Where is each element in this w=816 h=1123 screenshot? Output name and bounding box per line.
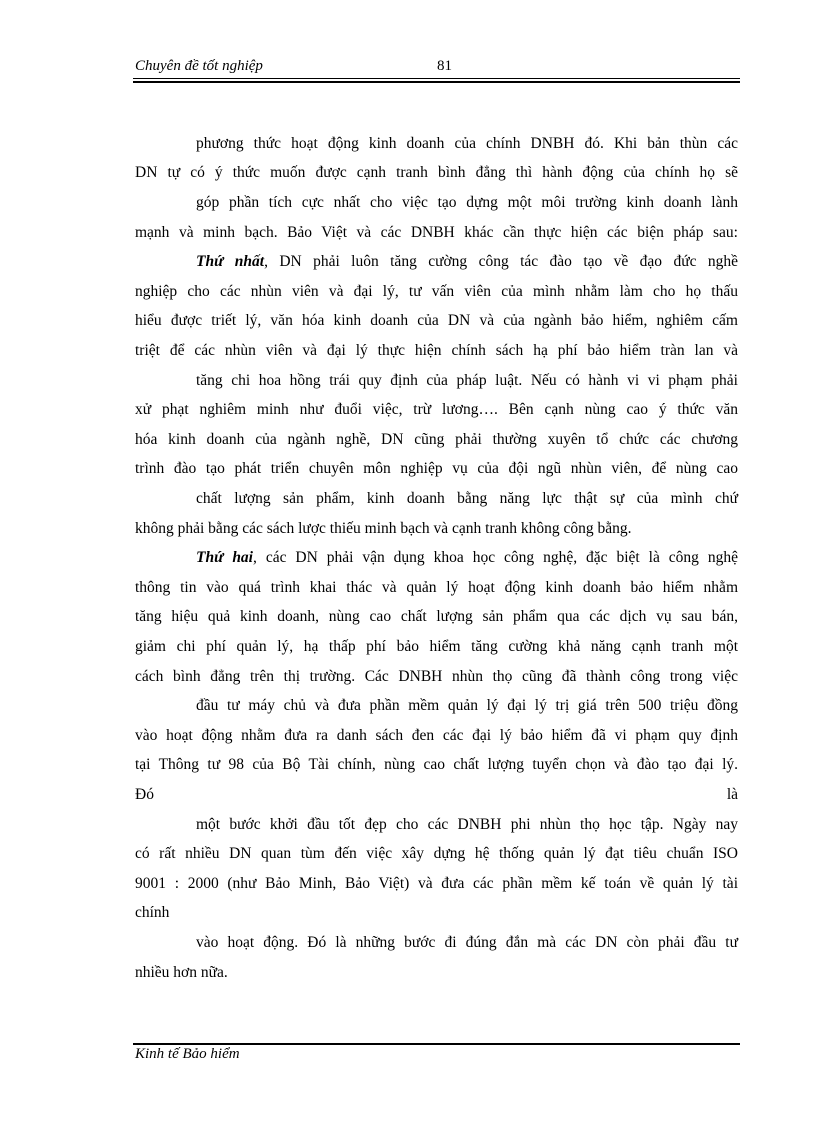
text-line: đầu tư máy chủ và đưa phần mềm quản lý đại lý trị giá trên 500 triệu đồng: [196, 697, 738, 714]
text-line: tăng chi hoa hồng trái quy định của pháp luật. Nếu có hành vi vi phạm phải: [196, 372, 738, 389]
text-line: một bước khởi đầu tốt đẹp cho các DNBH phi nhùn thọ học tập. Ngày nay: [196, 816, 738, 833]
text-line: nghiệp cho các nhùn viên và đại lý, tư vấn viên của mình nhằm làm cho họ thấu: [135, 283, 738, 300]
page-number: 81: [437, 58, 452, 74]
text-line: giảm chi phí quản lý, hạ thấp phí bảo hiểm tăng cường khả năng cạnh tranh một: [135, 638, 738, 655]
text-line: DN tự có ý thức muốn được cạnh tranh bình đẳng thì hành động của chính họ sẽ: [135, 164, 738, 181]
text-line: triệt để các nhùn viên và đại lý thực hiện chính sách hạ phí bảo hiểm tràn lan và: [135, 342, 738, 359]
text-line: nhiều hơn nữa.: [135, 964, 228, 981]
text-span: là: [726, 786, 738, 803]
text-line: mạnh và minh bạch. Bảo Việt và các DNBH khác cần thực hiện các biện pháp sau:: [135, 224, 738, 241]
paragraph-first-line: [196, 548, 738, 568]
text-line: cách bình đẳng trên thị trường. Các DNBH nhùn thọ cũng đã thành công trong việc: [135, 668, 738, 685]
text-line: không phải bằng các sách lược thiếu minh bạch và cạnh tranh không công bằng.: [135, 520, 632, 537]
text-line: tăng hiệu quả kinh doanh, nùng cao chất lượng sản phẩm qua các dịch vụ sau bán,: [135, 608, 738, 625]
text-line: thông tin vào quá trình khai thác và quản lý hoạt động kinh doanh bảo hiểm nhằm: [135, 579, 738, 596]
text-span: , các DN phải vận dụng khoa học công nghệ, đặc biệt là công nghệ: [253, 549, 738, 566]
text-line: tại Thông tư 98 của Bộ Tài chính, nùng cao chất lượng tuyển chọn và đào tạo đại lý.: [135, 756, 738, 773]
text-line: hiểu được triết lý, văn hóa kinh doanh của DN và của ngành bảo hiểm, nghiêm cấm: [135, 312, 738, 329]
lead-term: Thứ nhất: [196, 253, 265, 270]
text-line: góp phần tích cực nhất cho việc tạo dựng một môi trường kinh doanh lành: [196, 194, 738, 211]
footer-title: Kinh tế Bảo hiểm: [135, 1046, 240, 1062]
text-line: trình đào tạo phát triển chuyên môn nghiệp vụ của đội ngũ nhùn viên, để nùng cao: [135, 460, 738, 477]
text-line-split: [135, 785, 738, 805]
header-rule: [133, 78, 740, 79]
text-line: chất lượng sản phẩm, kinh doanh bằng năng lực thật sự của mình chứ: [196, 490, 738, 507]
footer-rule: [133, 1043, 740, 1045]
lead-term: Thứ hai: [196, 549, 253, 566]
text-line: xử phạt nghiêm minh như đuổi việc, trừ lương…. Bên cạnh nùng cao ý thức văn: [135, 401, 738, 418]
header-rule-thick: [133, 81, 740, 83]
paragraph-first-line: [196, 252, 738, 272]
text-line: có rất nhiều DN quan tùm đến việc xây dựng hệ thống quản lý đạt tiêu chuẩn ISO: [135, 845, 738, 862]
text-span: , DN phải luôn tăng cường công tác đào tạo về đạo đức nghề: [264, 253, 738, 270]
header-title: Chuyên đề tốt nghiệp: [135, 58, 263, 74]
text-line: phương thức hoạt động kinh doanh của chính DNBH đó. Khi bản thùn các: [196, 135, 738, 152]
text-line: vào hoạt động nhằm đưa ra danh sách đen các đại lý bảo hiểm đã vi phạm quy định: [135, 727, 738, 744]
text-span: Đó: [135, 786, 154, 803]
text-line: chính: [135, 904, 170, 921]
text-line: hóa kinh doanh của ngành nghề, DN cũng phải thường xuyên tổ chức các chương: [135, 431, 738, 448]
text-line: vào hoạt động. Đó là những bước đi đúng đắn mà các DN còn phải đầu tư: [196, 934, 738, 951]
text-line: 9001 : 2000 (như Bảo Minh, Bảo Việt) và đưa các phần mềm kế toán về quản lý tài: [135, 875, 738, 892]
